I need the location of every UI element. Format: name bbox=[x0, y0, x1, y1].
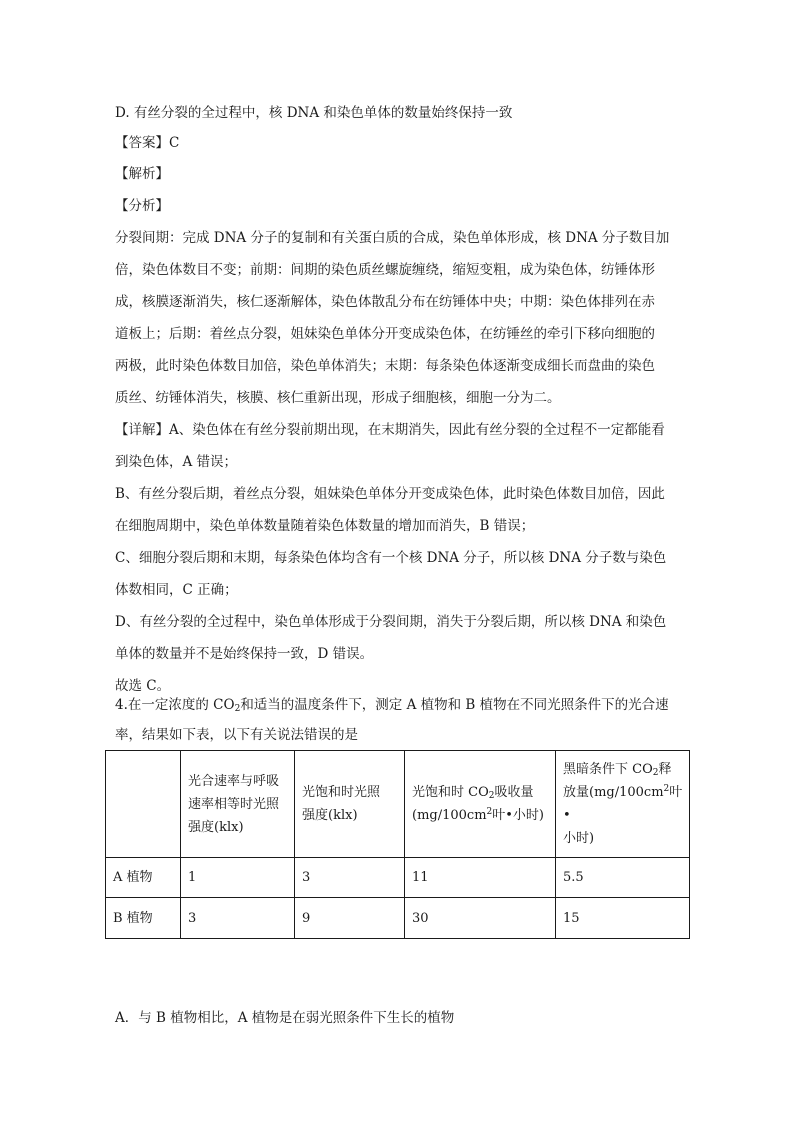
question-4-line-1: 4.在一定浓度的 $CO_2$和适当的温度条件下，测定 A 植物和 B 植物在不同光照条件下的光合速 bbox=[115, 697, 669, 714]
analysis-line: 道板上；后期：着丝点分裂，姐妹染色单体分开变成染色体，在纺锤丝的牵引下移向细胞的 bbox=[115, 326, 655, 342]
table-header-co2-absorption: 光饱和时 $CO_2$吸收量 ($mg/100cm^2$叶•小时) bbox=[405, 751, 556, 858]
detail-line: D、有丝分裂的全过程中，染色单体形成于分裂间期，消失于分裂后期，所以核 DNA 和染色 bbox=[115, 614, 667, 630]
table-cell: A 植物 bbox=[106, 858, 181, 898]
table-header-row bbox=[106, 751, 690, 858]
fenxi-label: 【分析】 bbox=[115, 198, 169, 214]
table-cell: 11 bbox=[405, 858, 556, 898]
detail-line: 到染色体，A 错误； bbox=[115, 454, 238, 470]
table-row bbox=[106, 898, 690, 939]
table-cell: B 植物 bbox=[106, 898, 181, 939]
data-table bbox=[105, 750, 690, 939]
detail-line: B、有丝分裂后期，着丝点分裂，姐妹染色单体分开变成染色体，此时染色体数目加倍，因此 bbox=[115, 486, 665, 502]
analysis-block bbox=[115, 222, 695, 702]
table-row bbox=[106, 858, 690, 898]
jiexi-label: 【解析】 bbox=[115, 166, 169, 182]
option-d-text: D. 有丝分裂的全过程中，核 DNA 和染色单体的数量始终保持一致 bbox=[115, 105, 513, 121]
detail-line: 【详解】A、染色体在有丝分裂前期出现，在末期消失，因此有丝分裂的全过程不一定都能看 bbox=[115, 422, 665, 438]
detail-line: 在细胞周期中，染色单体数量随着染色体数量的增加而消失，B 错误； bbox=[115, 518, 535, 534]
analysis-line: 倍，染色体数目不变；前期：间期的染色质丝螺旋缠绕，缩短变粗，成为染色体，纺锤体形 bbox=[115, 262, 655, 278]
detail-line: 单体的数量并不是始终保持一致，D 错误。 bbox=[115, 646, 374, 662]
conclusion-line: 故选 C。 bbox=[115, 678, 171, 694]
table-header-compensation-point: 光合速率与呼吸 速率相等时光照 强度(klx) bbox=[181, 751, 295, 858]
table-cell: 3 bbox=[181, 898, 295, 939]
table-header-co2-release: 黑暗条件下 $CO_2$释 放量($mg/100cm^2$叶• 小时) bbox=[556, 751, 690, 858]
analysis-line: 质丝、纺锤体消失，核膜、核仁重新出现，形成子细胞核，细胞一分为二。 bbox=[115, 390, 561, 406]
question-4-line-2: 率，结果如下表，以下有关说法错误的是 bbox=[115, 727, 358, 743]
detail-line: C、细胞分裂后期和末期，每条染色体均含有一个核 DNA 分子，所以核 DNA 分子数与染色 bbox=[115, 550, 667, 566]
analysis-line: 分裂间期：完成 DNA 分子的复制和有关蛋白质的合成，染色单体形成，核 DNA 分子数目加 bbox=[115, 230, 670, 246]
answer-label: 【答案】C bbox=[115, 135, 180, 151]
table-cell: 1 bbox=[181, 858, 295, 898]
table-header-blank bbox=[106, 751, 181, 858]
table-cell: 9 bbox=[295, 898, 405, 939]
table-cell: 3 bbox=[295, 858, 405, 898]
analysis-line: 成，核膜逐渐消失，核仁逐渐解体，染色体散乱分布在纺锤体中央；中期：染色体排列在赤 bbox=[115, 294, 655, 310]
analysis-line: 两极，此时染色体数目加倍，染色单体消失；末期：每条染色体逐渐变成细长而盘曲的染色 bbox=[115, 358, 655, 374]
table-cell: 15 bbox=[556, 898, 690, 939]
option-a-text: A．与 B 植物相比，A 植物是在弱光照条件下生长的植物 bbox=[115, 1010, 455, 1026]
table-cell: 5.5 bbox=[556, 858, 690, 898]
table-cell: 30 bbox=[405, 898, 556, 939]
detail-line: 体数相同，C 正确； bbox=[115, 582, 238, 598]
table-header-saturation-point: 光饱和时光照 强度(klx) bbox=[295, 751, 405, 858]
